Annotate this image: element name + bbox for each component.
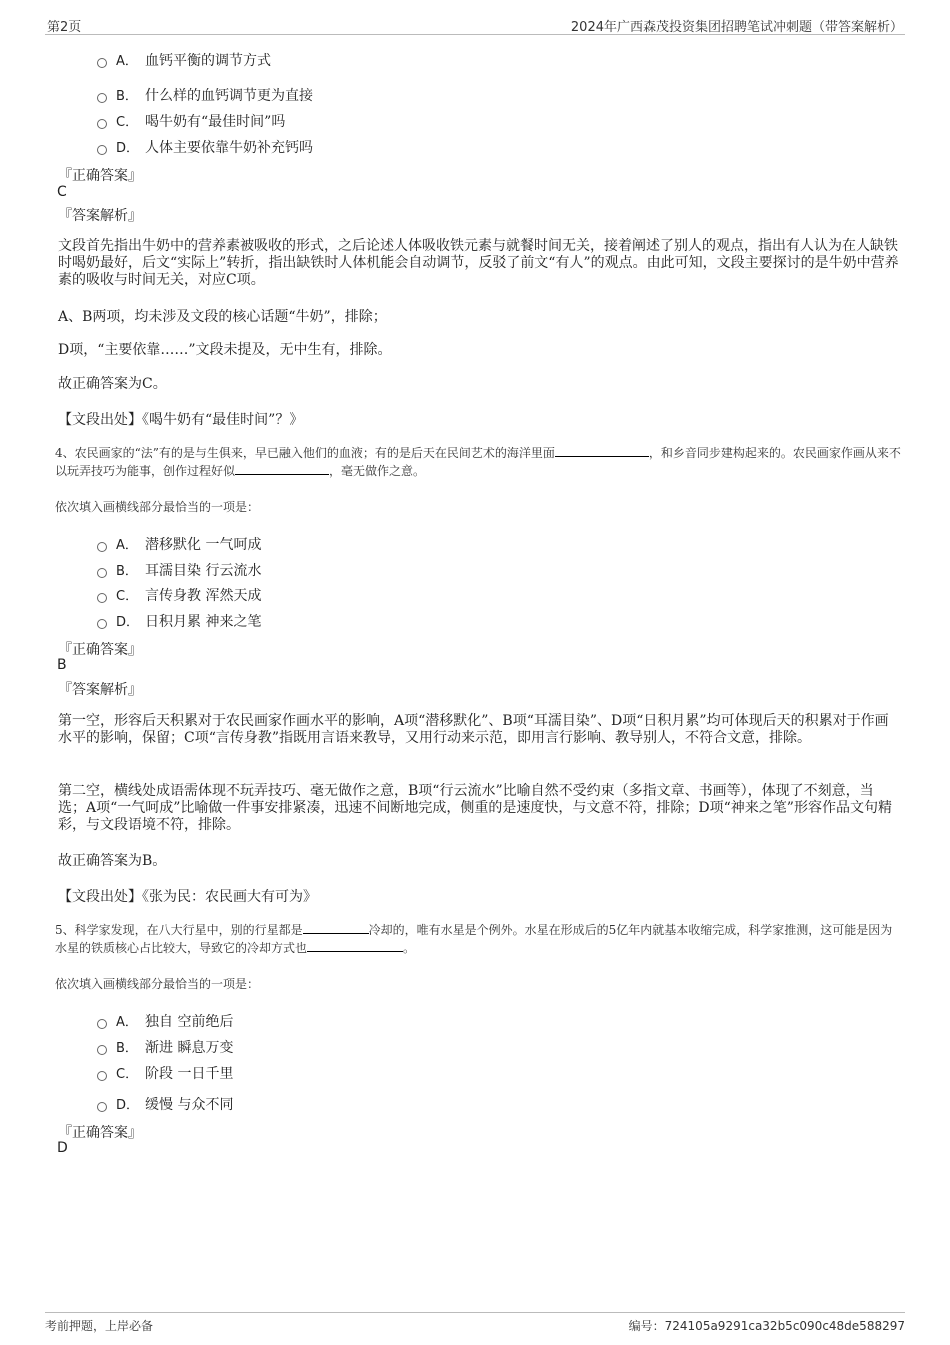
blank-line (303, 921, 369, 934)
q3-analysis-paragraph: 文段首先指出牛奶中的营养素被吸收的形式，之后论述人体吸收铁元素与就餐时间无关，接着阐述了别人的观点，指出有人认为在人缺铁时喝奶最好，后文“实际上”转折，指出缺铁时人体机能会自动调节，反驳了前文“有人”的观点。由此可知，文段主要探讨的是牛奶中营养素的吸收与时间无关，对应C项。 (58, 238, 899, 288)
radio-icon[interactable] (97, 542, 107, 552)
q5-answer: D (57, 1140, 68, 1156)
page-number: 第2页 (47, 20, 82, 35)
blank-line (235, 462, 329, 475)
radio-icon[interactable] (97, 1045, 107, 1055)
q4-analysis-paragraph: 第二空，横线处成语需体现不玩弄技巧、毫无做作之意，B项“行云流水”比喻自然不受约束（多指文章、书画等），体现了不刻意，当选；A项“一气呵成”比喻做一件事安排紧凑，迅速不间断地完成，侧重的是速度快，与文意不符，排除；D项“神来之笔”形容作品文句精彩，与文段语境不符，排除。 (58, 783, 892, 833)
q3-analysis-label: 『答案解析』 (58, 208, 142, 224)
q4-answer-label: 『正确答案』 (58, 642, 142, 658)
radio-icon[interactable] (97, 119, 107, 129)
radio-icon[interactable] (97, 619, 107, 629)
radio-icon[interactable] (97, 593, 107, 603)
radio-icon[interactable] (97, 1102, 107, 1112)
q3-source: 【文段出处】《喝牛奶有“最佳时间”？》 (58, 412, 304, 428)
q4-analysis-label: 『答案解析』 (58, 682, 142, 698)
q5-stem: 5、科学家发现，在八大行星中，别的行星都是 冷却的，唯有水星是个例外。水星在形成后的5亿年内就基本收缩完成，科学家推测，这可能是因为水星的铁质核心占比较大，导致它的冷却方式也 。 (55, 923, 893, 955)
q3-answer: C (57, 184, 67, 200)
q3-answer-label: 『正确答案』 (58, 168, 142, 184)
q3-analysis-paragraph: A、B两项，均未涉及文段的核心话题“牛奶”，排除； (58, 309, 387, 325)
radio-icon[interactable] (97, 58, 107, 68)
radio-icon[interactable] (97, 1019, 107, 1029)
q5-instruction: 依次填入画横线部分最恰当的一项是： (55, 977, 260, 991)
radio-icon[interactable] (97, 568, 107, 578)
q4-source: 【文段出处】《张为民：农民画大有可为》 (58, 889, 317, 905)
q4-analysis-paragraph: 第一空，形容后天积累对于农民画家作画水平的影响，A项“潜移默化”、B项“耳濡目染”、D项“日积月累”均可体现后天的积累对于作画水平的影响，保留；C项“言传身教”指既用言语来教导，又用行动来示范，即用言行影响、教导别人，不符合文意，排除。 (58, 713, 889, 746)
radio-icon[interactable] (97, 1071, 107, 1081)
q5-answer-label: 『正确答案』 (58, 1125, 142, 1141)
q3-analysis-paragraph: D项，“主要依靠……”文段未提及，无中生有，排除。 (58, 342, 392, 358)
q4-instruction: 依次填入画横线部分最恰当的一项是： (55, 500, 260, 514)
q4-answer: B (57, 657, 67, 673)
q4-analysis-paragraph: 故正确答案为B。 (58, 853, 167, 869)
footer-slogan: 考前押题，上岸必备 (45, 1319, 154, 1333)
q4-stem: 4、农民画家的“法”有的是与生俱来，早已融入他们的血液；有的是后天在民间艺术的海洋里面 ，和乡音同步建构起来的。农民画家作画从来不以玩弄技巧为能事，创作过程好似 ，毫无做作之意。 (55, 446, 901, 478)
footer-serial: 编号：724105a9291ca32b5c090c48de588297 (628, 1319, 905, 1333)
blank-line (307, 939, 403, 952)
page-header (45, 14, 905, 35)
radio-icon[interactable] (97, 93, 107, 103)
radio-icon[interactable] (97, 145, 107, 155)
page-footer (45, 1312, 905, 1335)
q3-analysis-paragraph: 故正确答案为C。 (58, 376, 167, 392)
blank-line (555, 444, 649, 457)
document-title: 2024年广西森茂投资集团招聘笔试冲刺题（带答案解析） (570, 20, 903, 35)
